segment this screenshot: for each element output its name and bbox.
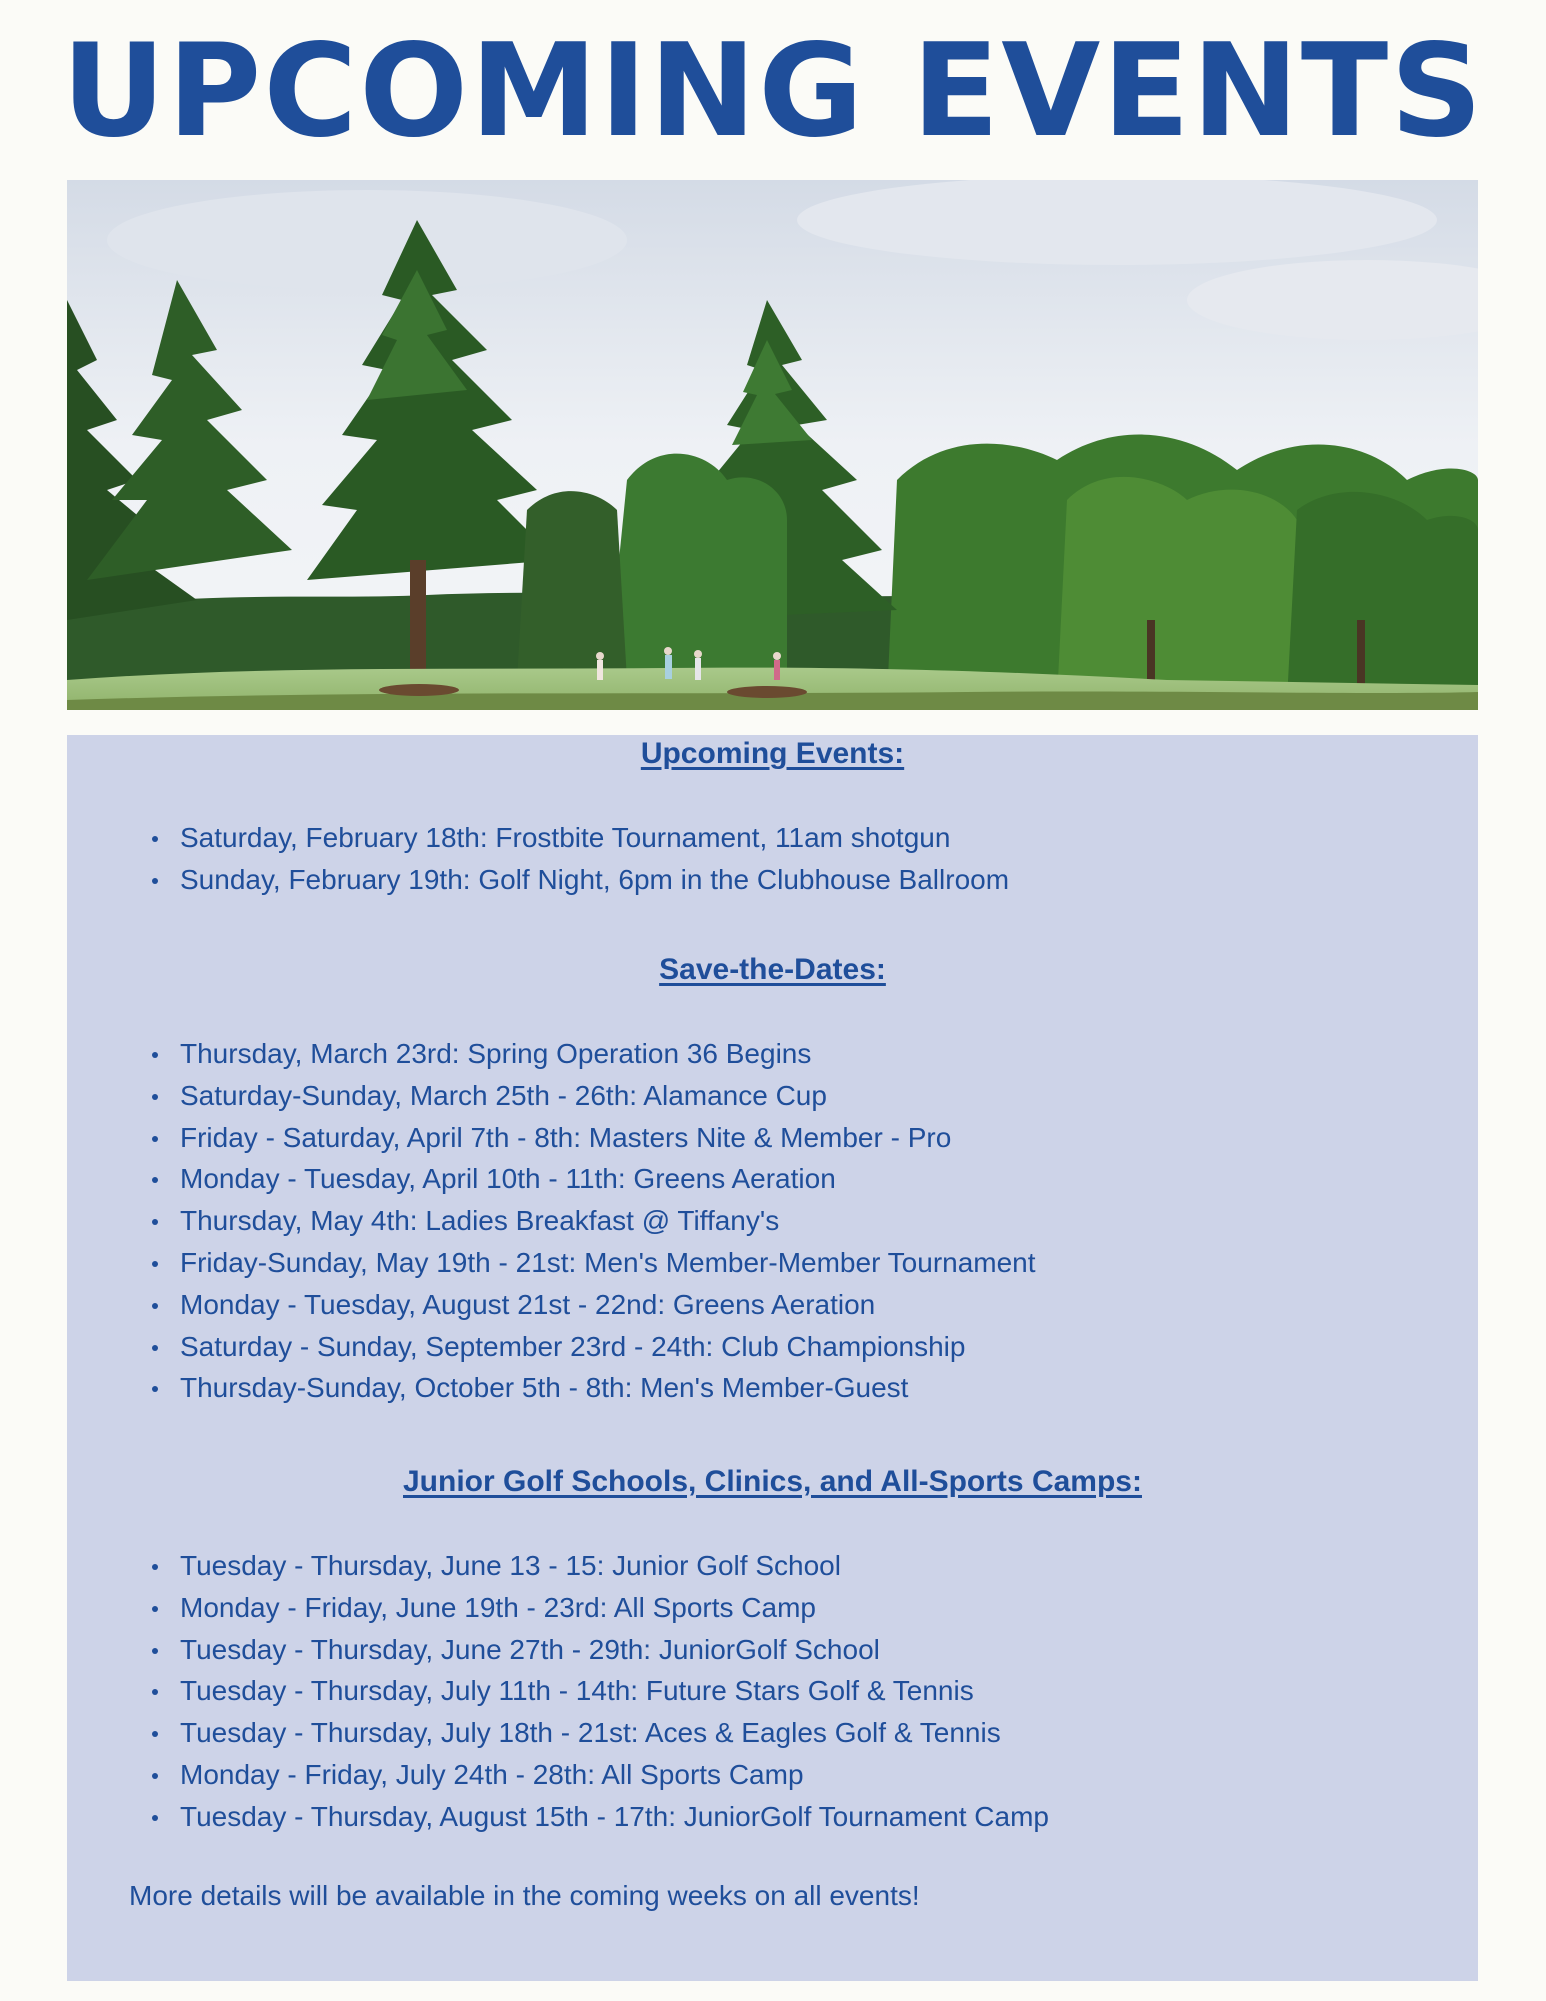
section-heading-upcoming-events: Upcoming Events: bbox=[640, 737, 905, 770]
footer-note: More details will be available in the coming weeks on all events! bbox=[129, 1880, 920, 1911]
upcoming-events-list bbox=[67, 817, 1009, 901]
list-item: Thursday, May 4th: Ladies Breakfast @ Tiffany's bbox=[67, 1200, 1036, 1242]
list-item: Saturday - Sunday, September 23rd - 24th: Club Championship bbox=[67, 1326, 1036, 1368]
events-panel bbox=[67, 735, 1478, 1981]
list-item: Saturday-Sunday, March 25th - 26th: Alamance Cup bbox=[67, 1075, 1036, 1117]
list-item: Tuesday - Thursday, July 18th - 21st: Aces & Eagles Golf & Tennis bbox=[67, 1712, 1049, 1754]
list-item: Friday-Sunday, May 19th - 21st: Men's Member-Member Tournament bbox=[67, 1242, 1036, 1284]
list-item: Tuesday - Thursday, July 11th - 14th: Future Stars Golf & Tennis bbox=[67, 1670, 1049, 1712]
hero-image bbox=[67, 180, 1478, 710]
list-item: Monday - Friday, June 19th - 23rd: All Sports Camp bbox=[67, 1587, 1049, 1629]
junior-golf-list bbox=[67, 1545, 1049, 1838]
list-item: Tuesday - Thursday, August 15th - 17th: JuniorGolf Tournament Camp bbox=[67, 1796, 1049, 1838]
list-item: Monday - Tuesday, April 10th - 11th: Greens Aeration bbox=[67, 1158, 1036, 1200]
list-item: Tuesday - Thursday, June 27th - 29th: JuniorGolf School bbox=[67, 1629, 1049, 1671]
list-item: Sunday, February 19th: Golf Night, 6pm in the Clubhouse Ballroom bbox=[67, 859, 1009, 901]
list-item: Thursday-Sunday, October 5th - 8th: Men's Member-Guest bbox=[67, 1367, 1036, 1409]
list-item: Friday - Saturday, April 7th - 8th: Masters Nite & Member - Pro bbox=[67, 1117, 1036, 1159]
section-heading-save-the-dates: Save-the-Dates: bbox=[659, 953, 886, 986]
page-title: UPCOMING EVENTS bbox=[61, 17, 1485, 166]
list-item: Monday - Tuesday, August 21st - 22nd: Greens Aeration bbox=[67, 1284, 1036, 1326]
list-item: Tuesday - Thursday, June 13 - 15: Junior Golf School bbox=[67, 1545, 1049, 1587]
list-item: Thursday, March 23rd: Spring Operation 36 Begins bbox=[67, 1033, 1036, 1075]
save-the-dates-list bbox=[67, 1033, 1036, 1409]
list-item: Saturday, February 18th: Frostbite Tournament, 11am shotgun bbox=[67, 817, 1009, 859]
section-heading-junior-golf: Junior Golf Schools, Clinics, and All-Sports Camps: bbox=[403, 1465, 1142, 1498]
list-item: Monday - Friday, July 24th - 28th: All Sports Camp bbox=[67, 1754, 1049, 1796]
